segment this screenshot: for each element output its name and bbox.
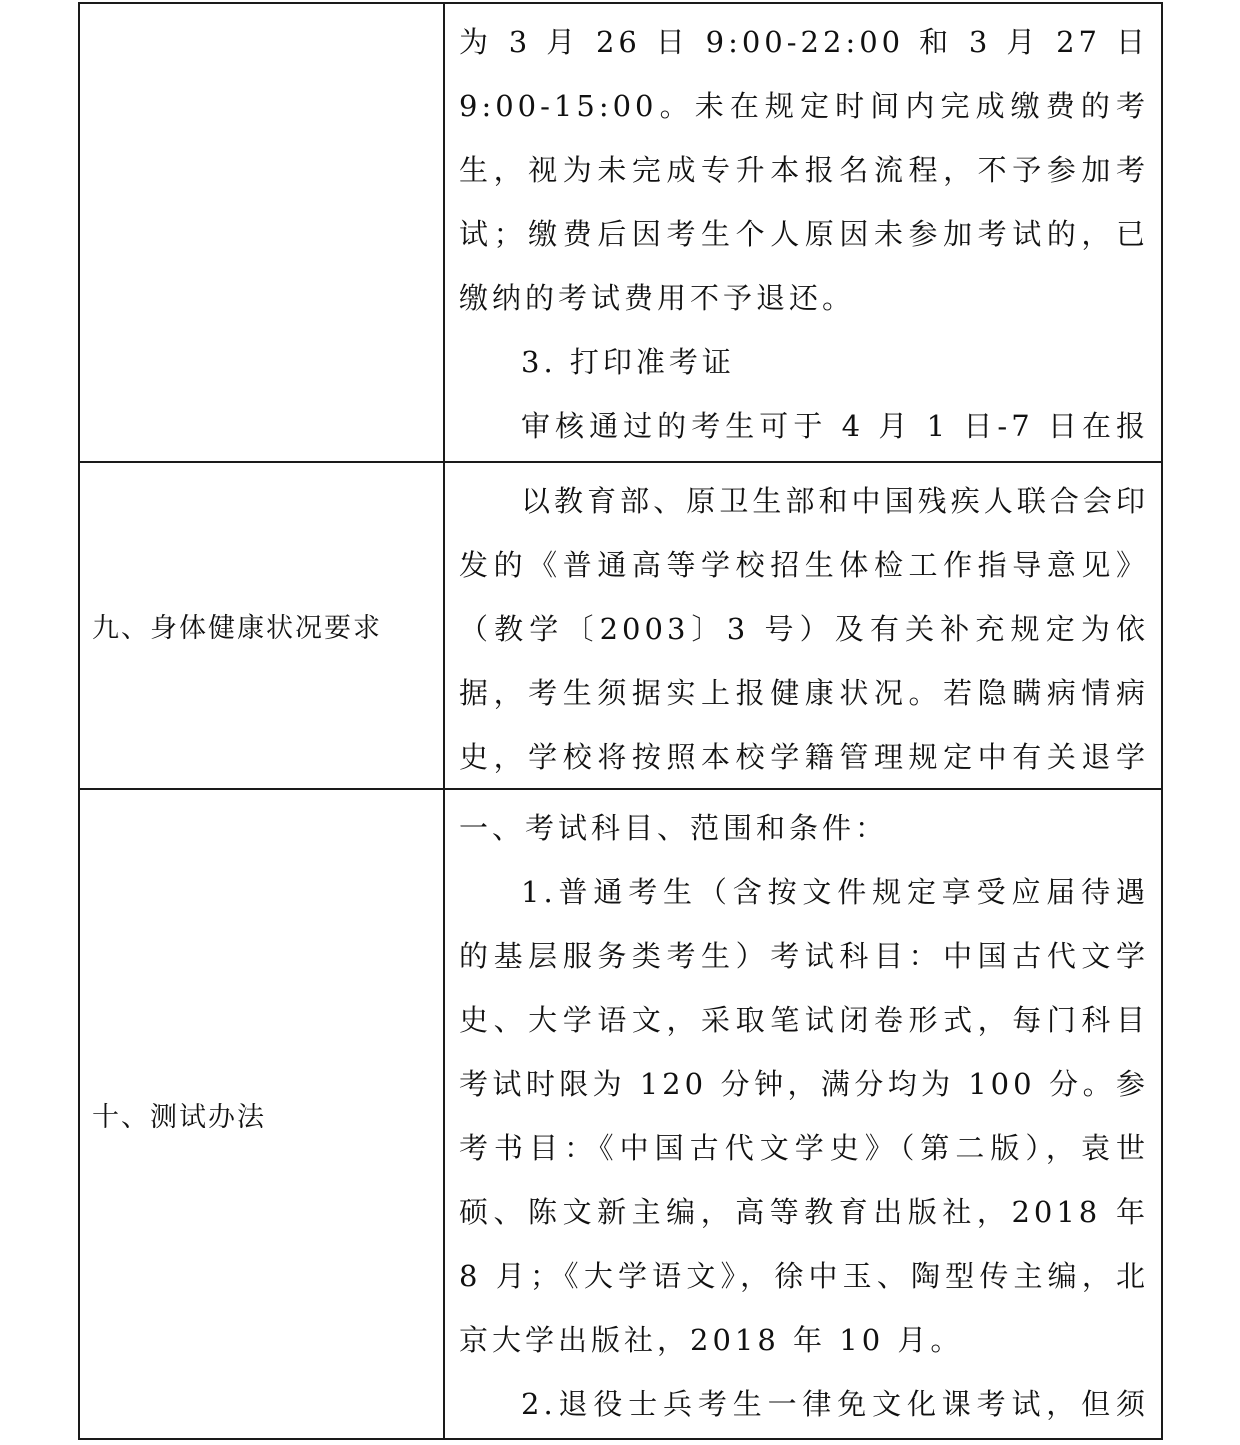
- section-heading: 一、考试科目、范围和条件：: [459, 811, 889, 845]
- paragraph: 审核通过的考生可于 4 月 1 日-7 日在报: [521, 409, 1149, 443]
- table-row: [80, 790, 1161, 1438]
- row-content: [447, 790, 1161, 1438]
- table-row: [80, 463, 1161, 790]
- paragraph: 以教育部、原卫生部和中国残疾人联合会印发的《普通高等学校招生体检工作指导意见》（教学〔2003〕3 号）及有关补充规定为依据，考生须据实上报健康状况。若隐瞒病情病史，学校将按照本校学籍管理规定中有关退学: [459, 484, 1149, 774]
- paragraph: 3. 打印准考证: [521, 345, 735, 379]
- paragraph: 2.退役士兵考生一律免文化课考试，但须: [521, 1387, 1149, 1421]
- paragraph: 为 3 月 26 日 9:00-22:00 和 3 月 27 日 9:00-15:00。未在规定时间内完成缴费的考生，视为未完成专升本报名流程，不予参加考试；缴费后因考生个人原因未参加考试的，已缴纳的考试费用不予退还。: [459, 25, 1149, 315]
- table-row: [80, 4, 1161, 463]
- paragraph: 1.普通考生（含按文件规定享受应届待遇的基层服务类考生）考试科目：中国古代文学史、大学语文，采取笔试闭卷形式，每门科目考试时限为 120 分钟，满分均为 100 分。参考书目：《中国古代文学史》（第二版），袁世硕、陈文新主编，高等教育出版社，2018 年 8 月；《大学语文》，徐中玉、陶型传主编，北京大学出版社，2018 年 10 月。: [459, 875, 1149, 1357]
- document-table: [78, 2, 1163, 1440]
- row-label: 十、测试办法: [80, 790, 445, 1438]
- row-content: [447, 463, 1161, 788]
- row-label: 九、身体健康状况要求: [80, 463, 445, 788]
- row-content: [447, 4, 1161, 461]
- row-label: [80, 4, 445, 461]
